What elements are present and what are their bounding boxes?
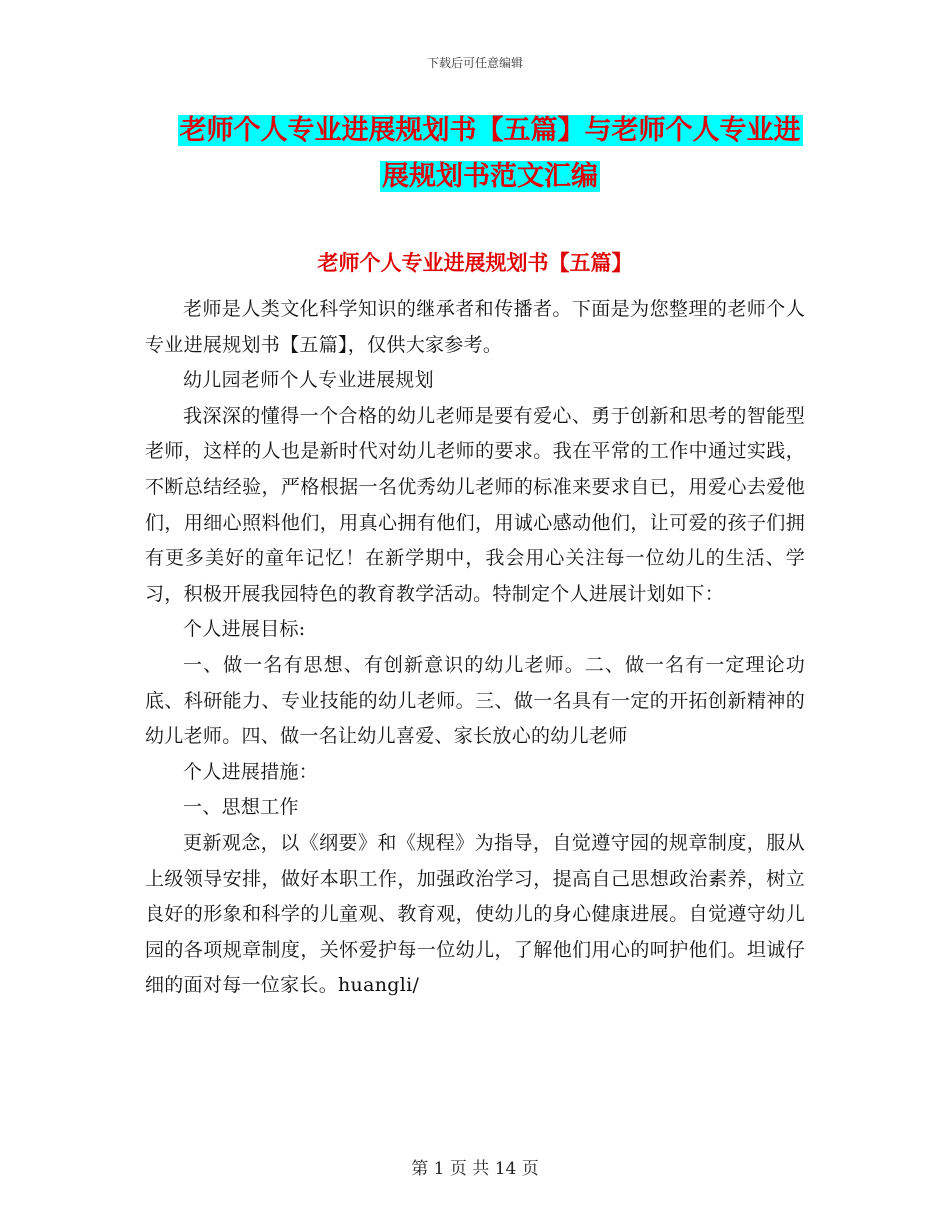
paragraph: 更新观念，以《纲要》和《规程》为指导，自觉遵守园的规章制度，服从上级领导安排，做好本职工作，加强政治学习，提高自己思想政治素养，树立良好的形象和科学的儿童观、教育观，使幼儿的身心健康进展。自觉遵守幼儿园的各项规章制度，关怀爱护每一位幼儿，了解他们用心的呵护他们。坦诚仔细的面对每一位家长。huangli/ [145,831,805,997]
body-text [145,292,805,1004]
header-note: 下载后可任意编辑 [426,56,523,70]
section-title: 老师个人专业进展规划书【五篇】 [317,251,633,275]
main-title-line1: 老师个人专业进展规划书【五篇】与老师个人专业进 [179,115,801,146]
paragraph: 一、思想工作 [183,796,299,819]
main-title-line2: 展规划书范文汇编 [382,161,598,192]
main-title [140,108,840,200]
paragraph: 我深深的懂得一个合格的幼儿老师是要有爱心、勇于创新和思考的智能型老师，这样的人也是新时代对幼儿老师的要求。我在平常的工作中通过实践，不断总结经验，严格根据一名优秀幼儿老师的标准来要求自已，用爱心去爱他们，用细心照料他们，用真心拥有他们，用诚心感动他们，让可爱的孩子们拥有更多美好的童年记忆！在新学期中，我会用心关注每一位幼儿的生活、学习，积极开展我园特色的教育教学活动。特制定个人进展计划如下： [145,404,805,605]
page-footer: 第 1 页 共 14 页 [411,1159,539,1179]
paragraph: 幼儿园老师个人专业进展规划 [183,369,434,392]
paragraph: 个人进展目标: [183,618,306,641]
paragraph: 一、做一名有思想、有创新意识的幼儿老师。二、做一名有一定理论功底、科研能力、专业技能的幼儿老师。三、做一名具有一定的开拓创新精神的幼儿老师。四、做一名让幼儿喜爱、家长放心的幼儿老师 [145,653,805,748]
paragraph: 个人进展措施： [183,760,319,783]
paragraph: 老师是人类文化科学知识的继承者和传播者。下面是为您整理的老师个人专业进展规划书【五篇】，仅供大家参考。 [145,298,805,356]
